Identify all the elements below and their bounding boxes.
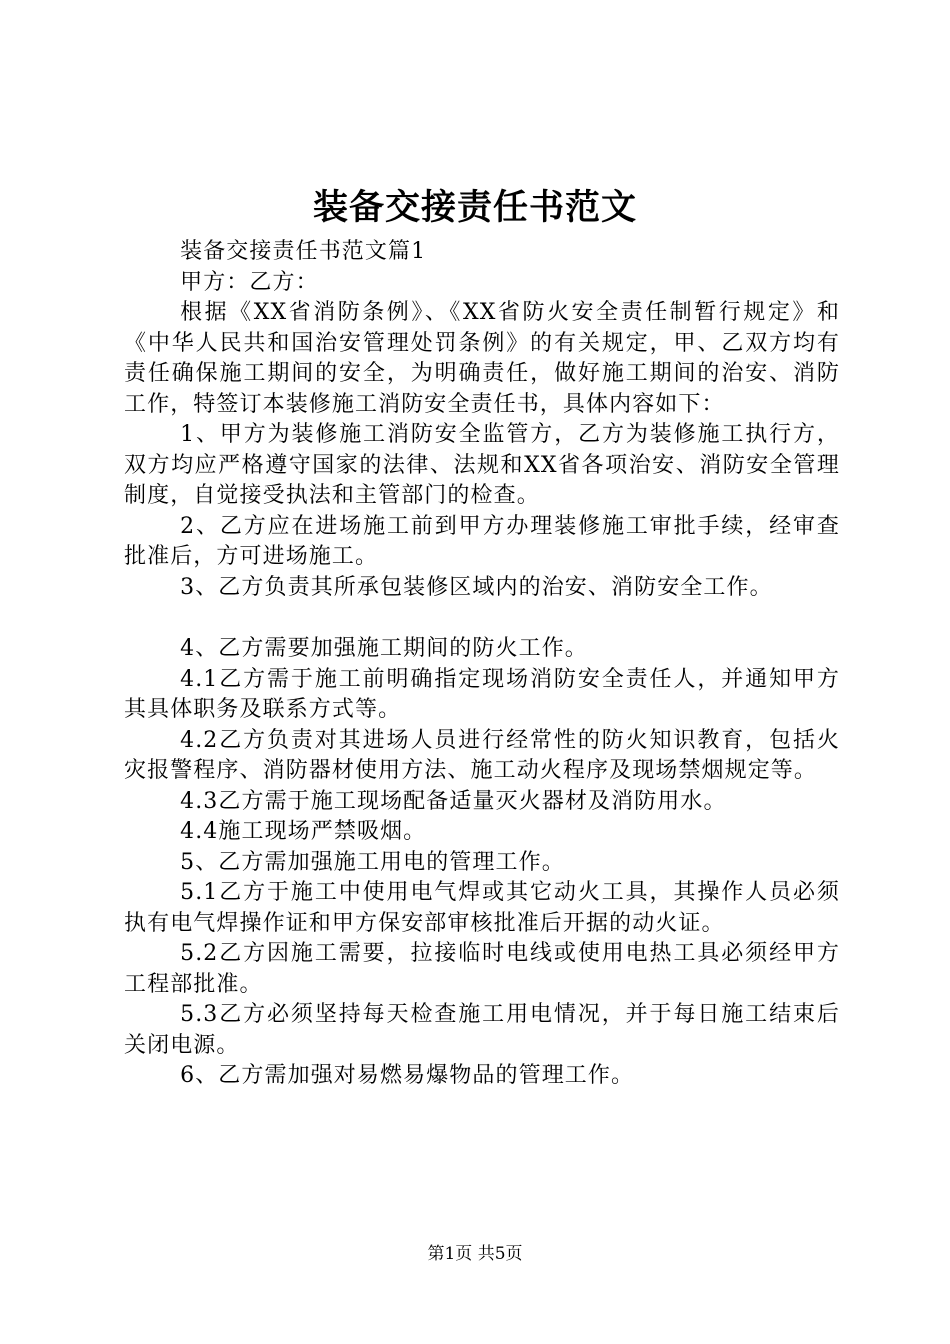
parties-line: 甲方：乙方： [180,269,319,295]
page-footer: 第1页 共5页 [427,1244,523,1264]
document-body [124,237,840,1092]
clause-6: 6、乙方需加强对易燃易爆物品的管理工作。 [180,1063,635,1088]
clause-5-2: 5.2乙方因施工需要，拉接临时电线或使用电热工具必须经甲方工程部批准。 [124,941,840,997]
clause-4-3: 4.3乙方需于施工现场配备适量灭火器材及消防用水。 [180,788,727,814]
clause-5-3: 5.3乙方必须坚持每天检查施工用电情况，并于每日施工结束后关闭电源。 [124,1002,840,1058]
clause-2: 2、乙方应在进场施工前到甲方办理装修施工审批手续，经审查批准后，方可进场施工。 [124,513,840,569]
clause-4-2: 4.2乙方负责对其进场人员进行经常性的防火知识教育，包括火灾报警程序、消防器材使用方法、施工动火程序及现场禁烟规定等。 [124,727,840,783]
clause-4-4: 4.4施工现场严禁吸烟。 [180,819,427,844]
clause-5: 5、乙方需加强施工用电的管理工作。 [180,849,565,875]
intro-paragraph: 根据《XX省消防条例》、《XX省防火安全责任制暂行规定》和《中华人民共和国治安管理处罚条例》的有关规定，甲、乙双方均有责任确保施工期间的安全，为明确责任，做好施工期间的治安、消防工作，特签订本装修施工消防安全责任书，具体内容如下： [124,300,840,417]
section-heading: 装备交接责任书范文篇1 [180,239,427,264]
clause-4: 4、乙方需要加强施工期间的防火工作。 [180,636,588,661]
clause-4-1: 4.1乙方需于施工前明确指定现场消防安全责任人，并通知甲方其具体职务及联系方式等。 [124,666,840,722]
clause-3: 3、乙方负责其所承包装修区域内的治安、消防安全工作。 [180,574,773,600]
clause-5-1: 5.1乙方于施工中使用电气焊或其它动火工具，其操作人员必须执有电气焊操作证和甲方保安部审核批准后开据的动火证。 [124,880,840,936]
document-title: 装备交接责任书范文 [312,187,637,228]
clause-1: 1、甲方为装修施工消防安全监管方，乙方为装修施工执行方，双方均应严格遵守国家的法律、法规和XX省各项治安、消防安全管理制度，自觉接受执法和主管部门的检查。 [124,422,840,508]
